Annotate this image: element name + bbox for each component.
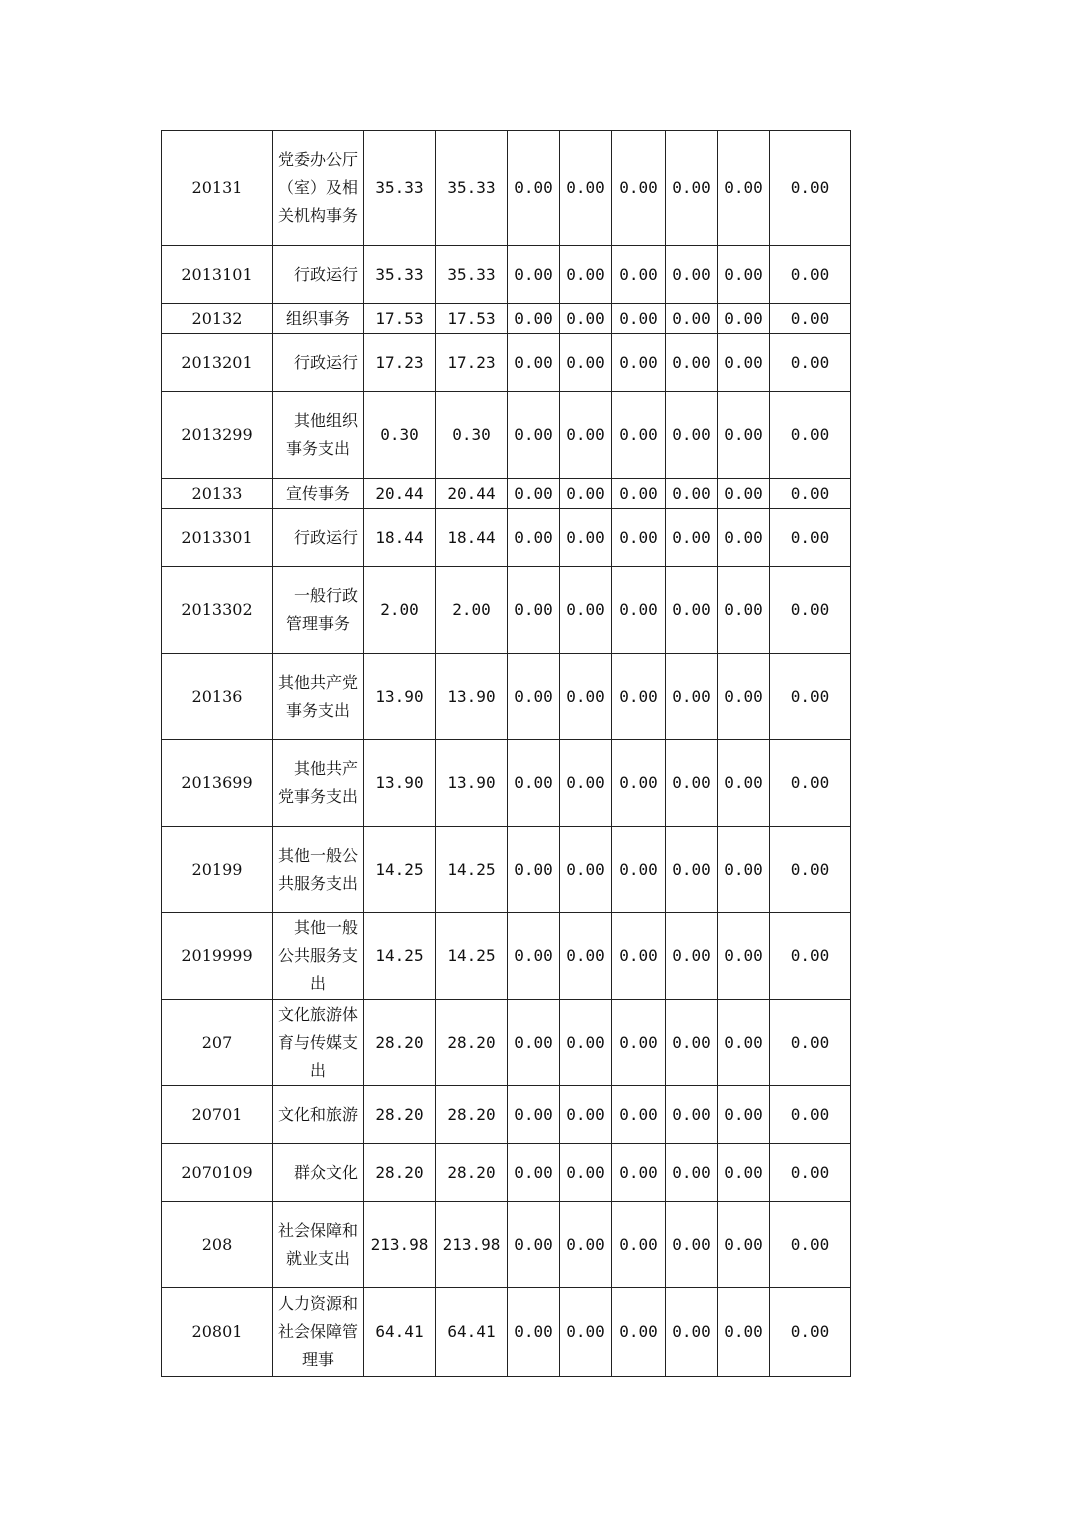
subject-name-cell: 党委办公厅（室）及相关机构事务 xyxy=(273,131,364,246)
amount-cell: 14.25 xyxy=(364,827,436,913)
amount-cell: 0.00 xyxy=(770,304,851,334)
amount-cell: 0.00 xyxy=(560,509,612,567)
amount-cell: 0.00 xyxy=(560,1086,612,1144)
amount-cell: 0.00 xyxy=(666,392,718,479)
amount-cell: 0.00 xyxy=(666,509,718,567)
table-row xyxy=(162,246,851,304)
amount-cell: 0.00 xyxy=(770,1202,851,1288)
amount-cell: 0.00 xyxy=(560,1202,612,1288)
table-row xyxy=(162,1202,851,1288)
amount-cell: 0.00 xyxy=(718,304,770,334)
amount-cell: 2.00 xyxy=(436,567,508,654)
amount-cell: 0.00 xyxy=(560,827,612,913)
amount-cell: 0.00 xyxy=(666,1202,718,1288)
amount-cell: 0.00 xyxy=(560,392,612,479)
amount-cell: 0.00 xyxy=(612,1202,666,1288)
subject-name-cell: 宣传事务 xyxy=(273,479,364,509)
subject-code-cell: 2013101 xyxy=(162,246,273,304)
amount-cell: 0.00 xyxy=(560,479,612,509)
amount-cell: 0.00 xyxy=(508,334,560,392)
subject-name-cell: 其他一般公共服务支出 xyxy=(273,827,364,913)
amount-cell: 0.00 xyxy=(770,827,851,913)
amount-cell: 28.20 xyxy=(364,1144,436,1202)
amount-cell: 0.00 xyxy=(612,1000,666,1086)
amount-cell: 0.00 xyxy=(718,1086,770,1144)
amount-cell: 0.00 xyxy=(718,131,770,246)
subject-code-cell: 2013301 xyxy=(162,509,273,567)
table-row xyxy=(162,509,851,567)
subject-name-cell: 行政运行 xyxy=(273,246,364,304)
amount-cell: 0.00 xyxy=(718,740,770,827)
amount-cell: 17.23 xyxy=(364,334,436,392)
amount-cell: 0.00 xyxy=(666,304,718,334)
amount-cell: 0.00 xyxy=(508,913,560,1000)
subject-code-cell: 2013299 xyxy=(162,392,273,479)
amount-cell: 0.30 xyxy=(364,392,436,479)
amount-cell: 0.00 xyxy=(508,479,560,509)
amount-cell: 213.98 xyxy=(364,1202,436,1288)
amount-cell: 0.00 xyxy=(718,479,770,509)
amount-cell: 0.00 xyxy=(770,1288,851,1377)
amount-cell: 0.00 xyxy=(770,1086,851,1144)
subject-name-cell: 文化旅游体育与传媒支出 xyxy=(273,1000,364,1086)
subject-code-cell: 20801 xyxy=(162,1288,273,1377)
table-row xyxy=(162,304,851,334)
amount-cell: 0.00 xyxy=(508,567,560,654)
subject-code-cell: 20131 xyxy=(162,131,273,246)
table-row xyxy=(162,567,851,654)
table-row xyxy=(162,827,851,913)
amount-cell: 0.00 xyxy=(612,567,666,654)
amount-cell: 0.00 xyxy=(612,334,666,392)
amount-cell: 0.00 xyxy=(508,827,560,913)
amount-cell: 0.00 xyxy=(666,654,718,740)
amount-cell: 0.00 xyxy=(666,479,718,509)
subject-code-cell: 2070109 xyxy=(162,1144,273,1202)
subject-code-cell: 20701 xyxy=(162,1086,273,1144)
amount-cell: 0.00 xyxy=(508,1144,560,1202)
amount-cell: 0.00 xyxy=(718,392,770,479)
amount-cell: 0.00 xyxy=(560,1144,612,1202)
amount-cell: 0.00 xyxy=(718,1000,770,1086)
table-row xyxy=(162,1086,851,1144)
amount-cell: 0.00 xyxy=(718,913,770,1000)
amount-cell: 0.00 xyxy=(612,827,666,913)
subject-name-cell: 一般行政管理事务 xyxy=(273,567,364,654)
amount-cell: 0.00 xyxy=(612,1144,666,1202)
subject-name-cell: 其他组织事务支出 xyxy=(273,392,364,479)
table-row xyxy=(162,392,851,479)
amount-cell: 17.23 xyxy=(436,334,508,392)
amount-cell: 0.00 xyxy=(560,1288,612,1377)
table-row xyxy=(162,1144,851,1202)
amount-cell: 0.00 xyxy=(666,334,718,392)
amount-cell: 213.98 xyxy=(436,1202,508,1288)
amount-cell: 0.00 xyxy=(718,654,770,740)
amount-cell: 20.44 xyxy=(364,479,436,509)
amount-cell: 0.00 xyxy=(508,509,560,567)
amount-cell: 0.00 xyxy=(612,509,666,567)
amount-cell: 0.00 xyxy=(612,740,666,827)
amount-cell: 0.00 xyxy=(612,654,666,740)
subject-code-cell: 20133 xyxy=(162,479,273,509)
subject-name-cell: 其他共产党事务支出 xyxy=(273,654,364,740)
amount-cell: 0.00 xyxy=(666,567,718,654)
amount-cell: 0.00 xyxy=(770,131,851,246)
amount-cell: 0.00 xyxy=(666,913,718,1000)
subject-name-cell: 其他共产党事务支出 xyxy=(273,740,364,827)
amount-cell: 64.41 xyxy=(436,1288,508,1377)
amount-cell: 0.00 xyxy=(612,1288,666,1377)
amount-cell: 64.41 xyxy=(364,1288,436,1377)
amount-cell: 2.00 xyxy=(364,567,436,654)
amount-cell: 0.00 xyxy=(560,654,612,740)
amount-cell: 14.25 xyxy=(364,913,436,1000)
amount-cell: 0.00 xyxy=(770,1000,851,1086)
subject-code-cell: 20199 xyxy=(162,827,273,913)
amount-cell: 0.00 xyxy=(770,740,851,827)
amount-cell: 0.00 xyxy=(508,1086,560,1144)
amount-cell: 0.00 xyxy=(612,304,666,334)
subject-name-cell: 行政运行 xyxy=(273,509,364,567)
table-row xyxy=(162,479,851,509)
table-row xyxy=(162,654,851,740)
amount-cell: 14.25 xyxy=(436,827,508,913)
amount-cell: 35.33 xyxy=(364,131,436,246)
amount-cell: 0.00 xyxy=(770,1144,851,1202)
amount-cell: 17.53 xyxy=(364,304,436,334)
amount-cell: 0.00 xyxy=(718,509,770,567)
amount-cell: 0.00 xyxy=(718,1202,770,1288)
table-row xyxy=(162,913,851,1000)
subject-code-cell: 20132 xyxy=(162,304,273,334)
amount-cell: 0.00 xyxy=(770,509,851,567)
subject-code-cell: 208 xyxy=(162,1202,273,1288)
amount-cell: 14.25 xyxy=(436,913,508,1000)
amount-cell: 0.00 xyxy=(560,567,612,654)
subject-name-cell: 社会保障和就业支出 xyxy=(273,1202,364,1288)
amount-cell: 0.00 xyxy=(666,1144,718,1202)
amount-cell: 0.30 xyxy=(436,392,508,479)
subject-code-cell: 2019999 xyxy=(162,913,273,1000)
amount-cell: 13.90 xyxy=(364,740,436,827)
budget-table xyxy=(161,130,851,1377)
amount-cell: 0.00 xyxy=(560,131,612,246)
amount-cell: 0.00 xyxy=(666,1086,718,1144)
amount-cell: 0.00 xyxy=(718,1288,770,1377)
amount-cell: 0.00 xyxy=(770,246,851,304)
amount-cell: 0.00 xyxy=(508,246,560,304)
amount-cell: 0.00 xyxy=(560,304,612,334)
amount-cell: 0.00 xyxy=(612,1086,666,1144)
subject-name-cell: 人力资源和社会保障管理事 xyxy=(273,1288,364,1377)
amount-cell: 0.00 xyxy=(770,654,851,740)
amount-cell: 13.90 xyxy=(364,654,436,740)
amount-cell: 0.00 xyxy=(770,334,851,392)
amount-cell: 0.00 xyxy=(508,654,560,740)
amount-cell: 35.33 xyxy=(436,131,508,246)
amount-cell: 0.00 xyxy=(770,392,851,479)
amount-cell: 0.00 xyxy=(560,740,612,827)
amount-cell: 0.00 xyxy=(508,740,560,827)
amount-cell: 18.44 xyxy=(436,509,508,567)
amount-cell: 0.00 xyxy=(718,827,770,913)
amount-cell: 35.33 xyxy=(436,246,508,304)
amount-cell: 13.90 xyxy=(436,654,508,740)
table-row xyxy=(162,1288,851,1377)
amount-cell: 28.20 xyxy=(364,1000,436,1086)
amount-cell: 0.00 xyxy=(612,479,666,509)
amount-cell: 0.00 xyxy=(666,1000,718,1086)
amount-cell: 18.44 xyxy=(364,509,436,567)
amount-cell: 0.00 xyxy=(560,246,612,304)
subject-name-cell: 群众文化 xyxy=(273,1144,364,1202)
amount-cell: 17.53 xyxy=(436,304,508,334)
amount-cell: 0.00 xyxy=(508,1288,560,1377)
subject-code-cell: 2013699 xyxy=(162,740,273,827)
amount-cell: 0.00 xyxy=(666,740,718,827)
amount-cell: 0.00 xyxy=(560,334,612,392)
table-body xyxy=(162,131,851,1377)
amount-cell: 28.20 xyxy=(436,1000,508,1086)
amount-cell: 0.00 xyxy=(508,392,560,479)
subject-name-cell: 组织事务 xyxy=(273,304,364,334)
amount-cell: 0.00 xyxy=(666,246,718,304)
amount-cell: 28.20 xyxy=(436,1086,508,1144)
amount-cell: 0.00 xyxy=(666,131,718,246)
amount-cell: 0.00 xyxy=(560,913,612,1000)
amount-cell: 0.00 xyxy=(508,131,560,246)
amount-cell: 0.00 xyxy=(666,827,718,913)
table-row xyxy=(162,131,851,246)
amount-cell: 13.90 xyxy=(436,740,508,827)
subject-name-cell: 行政运行 xyxy=(273,334,364,392)
amount-cell: 28.20 xyxy=(364,1086,436,1144)
amount-cell: 0.00 xyxy=(508,304,560,334)
amount-cell: 0.00 xyxy=(770,567,851,654)
subject-name-cell: 其他一般公共服务支出 xyxy=(273,913,364,1000)
amount-cell: 0.00 xyxy=(508,1202,560,1288)
subject-code-cell: 207 xyxy=(162,1000,273,1086)
amount-cell: 0.00 xyxy=(718,1144,770,1202)
amount-cell: 35.33 xyxy=(364,246,436,304)
amount-cell: 0.00 xyxy=(718,246,770,304)
amount-cell: 0.00 xyxy=(770,913,851,1000)
subject-name-cell: 文化和旅游 xyxy=(273,1086,364,1144)
amount-cell: 0.00 xyxy=(612,246,666,304)
amount-cell: 0.00 xyxy=(612,131,666,246)
amount-cell: 0.00 xyxy=(770,479,851,509)
amount-cell: 20.44 xyxy=(436,479,508,509)
subject-code-cell: 2013201 xyxy=(162,334,273,392)
subject-code-cell: 20136 xyxy=(162,654,273,740)
table-row xyxy=(162,334,851,392)
table-row xyxy=(162,740,851,827)
amount-cell: 0.00 xyxy=(718,567,770,654)
amount-cell: 0.00 xyxy=(508,1000,560,1086)
table-row xyxy=(162,1000,851,1086)
amount-cell: 0.00 xyxy=(612,392,666,479)
amount-cell: 0.00 xyxy=(612,913,666,1000)
amount-cell: 0.00 xyxy=(560,1000,612,1086)
amount-cell: 0.00 xyxy=(718,334,770,392)
amount-cell: 0.00 xyxy=(666,1288,718,1377)
subject-code-cell: 2013302 xyxy=(162,567,273,654)
amount-cell: 28.20 xyxy=(436,1144,508,1202)
